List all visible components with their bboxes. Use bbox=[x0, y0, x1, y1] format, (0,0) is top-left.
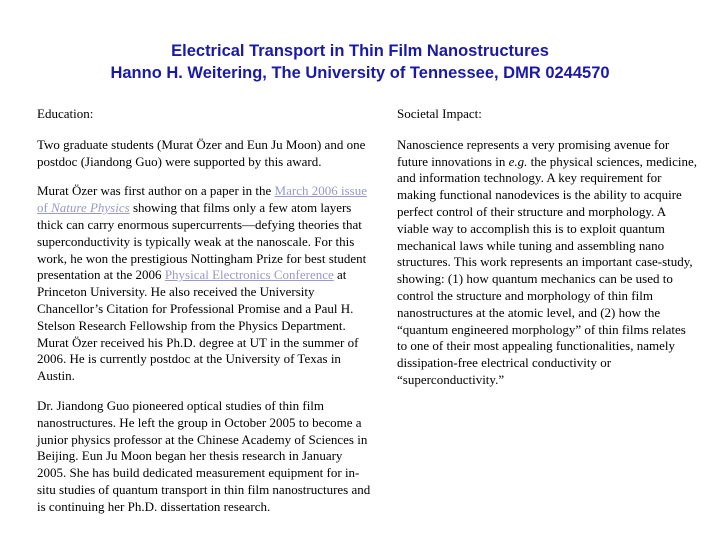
societal-impact-paragraph bbox=[397, 137, 699, 389]
societal-text-eg: e.g. bbox=[508, 153, 528, 169]
slide-title bbox=[0, 40, 720, 84]
title-line-1: Electrical Transport in Thin Film Nanostructures bbox=[171, 42, 549, 60]
p2-text-after-2: at Princeton University. He also received the University Chancellor’s Citation for Professional Promise and a Paul H. Stelson Research Fellowship from the Physics Department. Murat Özer received his Ph.D. degree at UT in the summer of 2006. He is currently postdoc at the University of Texas in Austin. bbox=[37, 267, 359, 384]
title-line-2: Hanno H. Weitering, The University of Tennessee, DMR 0244570 bbox=[110, 64, 610, 82]
societal-impact-column bbox=[397, 106, 699, 402]
education-heading: Education: bbox=[37, 106, 94, 121]
education-paragraph-3: Dr. Jiandong Guo pioneered optical studies of thin film nanostructures. He left the group in October 2005 to become a junior physics professor at the Chinese Academy of Sciences in Beijing. Eun Ju Moon began her thesis research in January 2005. She has build dedicated measurement equipment for in-situ studies of quantum transport in thin film nanostructures and is continuing her Ph.D. dissertation research. bbox=[37, 397, 371, 514]
societal-text-a: Nanoscience represents a very promising avenue for future innovations in bbox=[397, 136, 670, 169]
p2-text-after-1: showing that films only a few atom layers thick can carry enormous supercurrents—defying theories that superconductivity is typically weak at the nanoscale. For this work, he won the prestigious Nottingham Prize for best student presentation at the 2006 bbox=[37, 200, 367, 283]
nature-physics-link-text-b: Nature Physics bbox=[51, 200, 130, 216]
p2-text-before: Murat Özer was first author on a paper in the bbox=[37, 183, 275, 199]
physical-electronics-conference-link[interactable]: Physical Electronics Conference bbox=[164, 267, 334, 283]
societal-impact-heading: Societal Impact: bbox=[397, 106, 482, 121]
nature-physics-link-text-a: March 2006 issue of bbox=[37, 183, 367, 216]
education-column bbox=[37, 106, 374, 529]
societal-text-b: the physical sciences, medicine, and information technology. A key requirement for making functional nanodevices is the ability to acquire perfect control of their structure and morphology. A viable way to accomplish this is to exploit quantum mechanical laws while tuning and assembling nano structures. This work represents an important case-study, showing: (1) how quantum mechanics can be used to control the structure and morphology of thin film nanostructures at the atomic level, and (2) how the “quantum engineered morphology” of thin films relates to one of their most appealing functionalities, namely dissipation-free electrical conductivity or “superconductivity.” bbox=[397, 153, 698, 387]
education-paragraph-1: Two graduate students (Murat Özer and Eun Ju Moon) and one postdoc (Jiandong Guo) were supported by this award. bbox=[37, 136, 366, 169]
education-paragraph-2 bbox=[37, 183, 374, 385]
